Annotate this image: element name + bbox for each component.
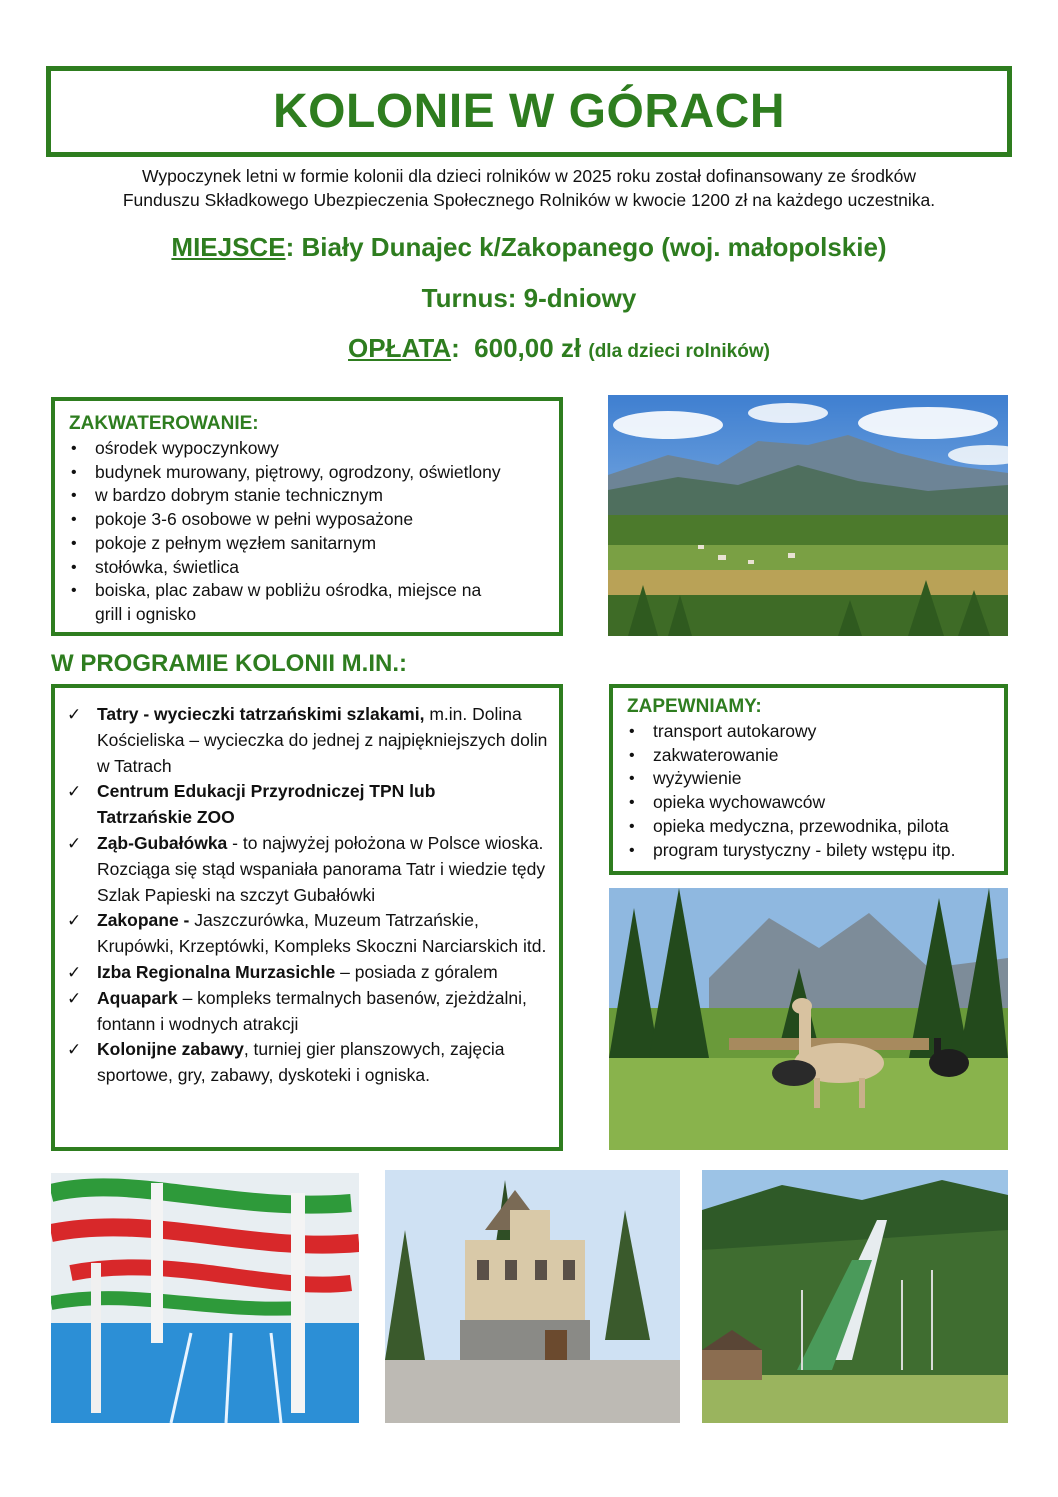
fee-line	[30, 333, 1058, 364]
program-heading: W PROGRAMIE KOLONII M.IN.:	[51, 650, 407, 677]
list-item: • budynek murowany, piętrowy, ogrodzony, oświetlony	[69, 461, 547, 485]
list-item: • stołówka, świetlica	[69, 556, 547, 580]
list-item	[63, 831, 549, 908]
intro-text	[40, 164, 1018, 212]
item-bold: Kolonijne zabawy	[97, 1039, 244, 1060]
list-item	[63, 1037, 549, 1089]
fee-label: OPŁATA	[348, 333, 452, 363]
place-label: MIEJSCE	[171, 232, 286, 262]
list-item: • pokoje z pełnym węzłem sanitarnym	[69, 532, 547, 556]
lodging-box	[51, 397, 563, 636]
intro-line-2: Funduszu Składkowego Ubezpieczenia Społecznego Rolników w kwocie 1200 zł na każdego uczestnika.	[122, 190, 936, 210]
aquapark-photo	[51, 1173, 359, 1423]
intro-line-1: Wypoczynek letni w formie kolonii dla dzieci rolników w 2025 roku został dofinansowany ze środków	[141, 166, 917, 186]
list-item: • pokoje 3-6 osobowe w pełni wyposażone	[69, 508, 547, 532]
list-item: • zakwaterowanie	[627, 744, 996, 768]
list-item: • ośrodek wypoczynkowy	[69, 437, 547, 461]
list-item	[63, 908, 549, 960]
turn-line: Turnus: 9-dniowy	[421, 283, 637, 313]
list-item	[63, 960, 549, 986]
list-item: • program turystyczny - bilety wstępu itp.	[627, 839, 996, 863]
item-bold: Izba Regionalna Murzasichle	[97, 961, 336, 982]
item-text: , turniej gier planszowych, zajęcia sportowe, gry, zabawy, dyskoteki i ogniska.	[97, 1039, 505, 1086]
title-box	[46, 66, 1012, 157]
item-text: – posiada z góralem	[335, 961, 498, 982]
provide-list	[627, 720, 996, 862]
item-text: m.in. Dolina Kościeliska – wycieczka do jednej z najpiękniejszych dolin w Tatrach	[97, 704, 548, 776]
list-item	[63, 702, 549, 779]
fee-note: (dla dzieci rolników)	[588, 341, 770, 362]
list-item: • wyżywienie	[627, 767, 996, 791]
provide-heading: ZAPEWNIAMY:	[627, 696, 762, 717]
list-item: • w bardzo dobrym stanie technicznym	[69, 484, 547, 508]
page-title: KOLONIE W GÓRACH	[273, 85, 785, 138]
item-bold: Tatry - wycieczki tatrzańskimi szlakami,	[97, 704, 425, 724]
alpacas-photo	[609, 888, 1008, 1150]
place-value: : Biały Dunajec k/Zakopanego (woj. małopolskie)	[285, 232, 887, 262]
list-item: • boiska, plac zabaw w pobliżu ośrodka, miejsce na grill i ognisko	[69, 579, 547, 626]
list-item: • opieka medyczna, przewodnika, pilota	[627, 815, 996, 839]
list-item: • opieka wychowawców	[627, 791, 996, 815]
item-bold: Centrum Edukacji Przyrodniczej TPN lub Tatrzańskie ZOO	[97, 781, 436, 828]
list-item: • transport autokarowy	[627, 720, 996, 744]
ski-jump-photo	[702, 1170, 1008, 1423]
lodging-heading: ZAKWATEROWANIE:	[69, 413, 259, 434]
fee-value: : 600,00 zł	[451, 333, 589, 363]
item-text: – kompleks termalnych basenów, zjeżdżalni, fontann i wodnych atrakcji	[97, 987, 527, 1034]
program-list	[63, 702, 549, 1089]
list-item	[63, 986, 549, 1038]
list-item	[63, 779, 549, 831]
item-bold: Ząb-Gubałówka	[97, 832, 228, 853]
program-box	[51, 684, 563, 1151]
place-line	[0, 232, 1058, 263]
museum-photo	[385, 1170, 680, 1423]
mountains-photo	[608, 395, 1008, 636]
lodging-list	[69, 437, 547, 627]
item-text: - to najwyżej położona w Polsce wioska. Rozciąga się stąd wspaniała panorama Tatr i wiedzie tędy Szlak Papieski na szczyt Gubałówki	[97, 832, 546, 905]
item-bold: Zakopane -	[97, 910, 190, 931]
item-text: Jaszczurówka, Muzeum Tatrzańskie, Krupówki, Krzeptówki, Kompleks Skoczni Narciarskich itd.	[97, 910, 547, 957]
item-bold: Aquapark	[97, 987, 178, 1008]
provide-box	[609, 684, 1008, 875]
